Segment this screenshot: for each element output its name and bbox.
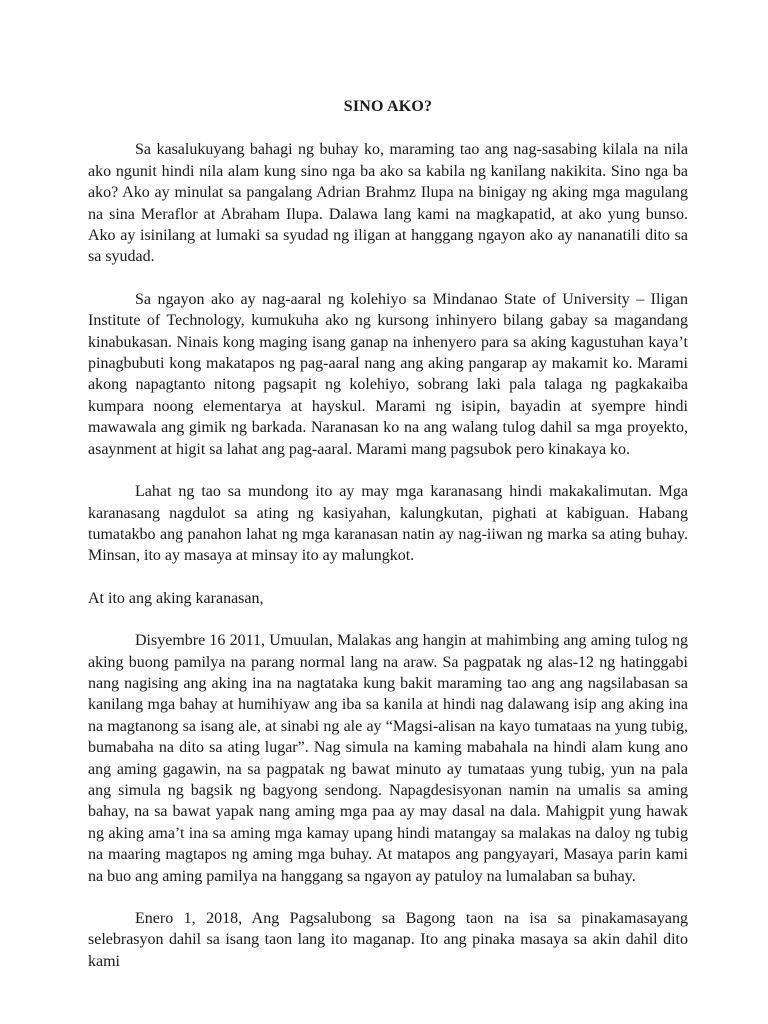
- paragraph-transition: At ito ang aking karanasan,: [88, 589, 264, 607]
- paragraph-introduction: Sa kasalukuyang bahagi ng buhay ko, maraming tao ang nag-sasabing kilala na nila ako ngunit hindi nila alam kung sino nga ba ako sa kabila ng kanilang nakikita. Sino nga ba ako? Ako ay minulat sa pangalang Adrian Brahmz Ilupa na binigay ng aking mga magulang na sina Meraflor at Abraham Ilupa. Dalawa lang kami na magkapatid, at ako yung bunso. Ako ay isinilang at lumaki sa syudad ng iligan at hanggang ngayon ako ay nananatili dito sa sa syudad.: [88, 141, 688, 266]
- paragraph-college: Sa ngayon ako ay nag-aaral ng kolehiyo sa Mindanao State of University – Iligan Institute of Technology, kumukuha ako ng kursong inhinyero bilang gabay sa magandang kinabukasan. Ninais kong maging isang ganap na inhenyero para sa aking kagustuhan kaya’t pinagbubuti kong makatapos ng pag-aaral nang ang aking pangarap ay makamit ko. Marami akong napagtanto nitong pagsapit ng kolehiyo, sobrang laki pala talaga ng pagkakaiba kumpara noong elementarya at hayskul. Marami ng isipin, bayadin at syempre hindi mawawala ang gimik ng barkada. Naranasan ko na ang walang tulog dahil sa mga proyekto, asaynment at higit sa lahat ang pag-aaral. Marami mang pagsubok pero kinakaya ko.: [88, 290, 688, 458]
- paragraph-new-year: Enero 1, 2018, Ang Pagsalubong sa Bagong taon na isa sa pinakamasayang selebrasyon dahil sa isang taon lang ito maganap. Ito ang pinaka masaya sa akin dahil dito kami: [88, 910, 688, 970]
- paragraph-sendong: Disyembre 16 2011, Umuulan, Malakas ang hangin at mahimbing ang aming tulog ng aking buong pamilya na parang normal lang na araw. Sa pagpatak ng alas-12 ng hatinggabi nang nagising ang aking ina na nagtataka kung bakit maraming tao ang ang nagsilabasan sa kanilang mga bahay at humihiyaw ang iba sa kanila at hindi nag dalawang isip ang aking ina na magtanong sa isang ale, at sinabi ng ale ay “Magsi-alisan na kayo tumataas na yung tubig, bumabaha na dito sa ating lugar”. Nag simula na kaming mabahala na hindi alam kung ano ang aming gagawin, na sa pagpatak ng bawat minuto ay tumataas yung tubig, yun na pala ang simula ng bagsik ng bagyong sendong. Napagdesisyonan namin na umalis sa aming bahay, na sa bawat yapak nang aming mga paa ay may dasal na dala. Mahigpit yung hawak ng aking ama’t ina sa aming mga kamay upang hindi matangay sa malakas na daloy ng tubig na maaring magtapos ng aming mga buhay. At matapos ang pangyayari, Masaya parin kami na buo ang aming pamilya na hanggang sa ngayon ay patuloy na lumalaban sa buhay.: [88, 632, 688, 885]
- paragraph-experiences: Lahat ng tao sa mundong ito ay may mga karanasang hindi makakalimutan. Mga karanasang nagdulot sa ating ng kasiyahan, kalungkutan, pighati at kabiguan. Habang tumatakbo ang panahon lahat ng mga karanasan natin ay nag-iiwan ng marka sa ating buhay. Minsan, ito ay masaya at minsay ito ay malungkot.: [88, 483, 688, 565]
- document-title: SINO AKO?: [343, 98, 433, 115]
